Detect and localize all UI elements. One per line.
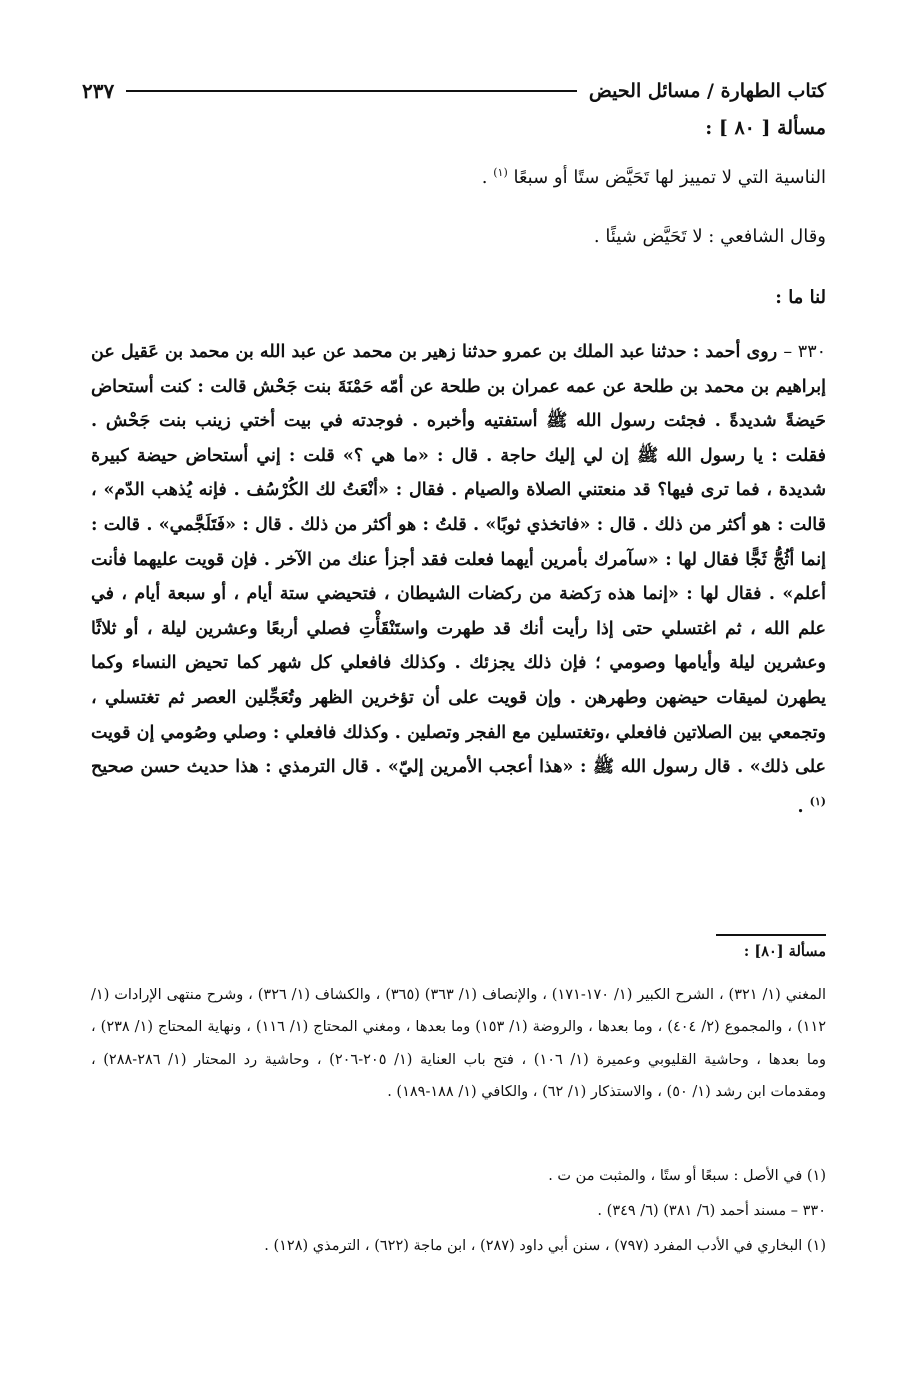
hadith-end: . — [797, 796, 804, 817]
issue-statement — [482, 166, 826, 188]
footnote-ref: (١) — [493, 166, 508, 179]
header-rule — [126, 90, 577, 92]
evidence-intro: لنا ما : — [775, 287, 826, 308]
shafii-opinion: وقال الشافعي : لا تَحَيَّض شيئًا . — [593, 226, 826, 247]
page-number: ٢٣٧ — [82, 79, 115, 103]
footnote-1: (١) في الأصل : سبعًا أو ستًا ، والمثبت من ت . — [548, 1168, 826, 1184]
footnote-heading: مسألة [٨٠] : — [743, 943, 826, 960]
hadith-text: روى أحمد : حدثنا عبد الملك بن عمرو حدثنا زهير بن محمد عن عبد الله بن محمد بن عَقيل عن إبراهيم بن محمد بن طلحة عن عمه عمران بن طلحة عن أمّه حَمْنَةَ بنت جَحْش قالت : كنت أستحاض حَيضةً شديدةً . فجئت رسول الله ﷺ أستفتيه وأخبره . فوجدته في بيت أختي زينب بنت جَحْش . فقلت : يا رسول الله ﷺ إن لي إليك حاجة . قال : «ما هي ؟» قلت : إني أستحاض حيضة كبيرة شديدة ، فما ترى فيها؟ قد منعتني الصلاة والصيام . فقال : «أنْعَتُ لك الكُرْسُف . فإنه يُذهب الدّم» ، قالت : هو أكثر من ذلك . قال : «فاتخذي ثوبًا» . قلتُ : هو أكثر من ذلك . قال : «فَتَلَجَّمي» . قالت : إنما أثُجُّ ثَجًّا فقال لها : «سآمرك بأمرين أيهما فعلت فقد أجزأ عنك من الآخر . فإن قويت عليهما فأنت أعلم» . فقال لها : «إنما هذه رَكضة من ركضات الشيطان ، فتحيضي ستة أيام ، أو سبعة أيام ، في علم الله ، ثم اغتسلي حتى إذا رأيت أنك قد طهرت واستَنْقَأْتِ فصلي أربعًا وعشرين ليلة ، أو ثلاثًا وعشرين ليلة وأيامها وصومي ؛ فإن ذلك يجزئك . وكذلك فافعلي كل شهر كما تحيض النساء وكما يطهرن لميقات حيضهن وطهرهن . وإن قويت على أن تؤخرين الظهر وتُعَجِّلين العصر ثم تغتسلي ، وتجمعي بين الصلاتين فافعلي ،وتغتسلين مع الفجر وتصلين . وكذلك فافعلي : وصلي وصُومي إن قويت على ذلك» . قال رسول الله ﷺ : «هذا أعجب الأمرين إليّ» . قال الترمذي : هذا حديث حسن صحيح — [91, 342, 826, 778]
footnote-references: المغني (١/ ٣٢١) ، الشرح الكبير (١/ ١٧٠-١٧١) ، والإنصاف (١/ ٣٦٣) (٣٦٥) ، والكشاف (١/ ٣٢٦) ، وشرح منتهى الإرادات (١/ ١١٢) ، والمجموع (٢/ ٤٠٤) ، وما بعدها ، والروضة (١/ ١٥٣) وما بعدها ، ومغني المحتاج (١/ ١١٦) ، ونهاية المحتاج (١/ ٢٣٨) ، وما بعدها ، وحاشية القليوبي وعميرة (١/ ١٠٦) ، فتح باب العناية (١/ ٢٠٥-٢٠٦) ، وحاشية رد المحتار (١/ ٢٨٦-٢٨٨) ، ومقدمات ابن رشد (١/ ٥٠) ، والاستذكار (١/ ٦٢) ، والكافي (١/ ١٨٨-١٨٩) . — [91, 987, 827, 1100]
running-header — [82, 72, 826, 110]
footnote-2: (١) البخاري في الأدب المفرد (٧٩٧) ، سنن أبي داود (٢٨٧) ، ابن ماجة (٦٢٢) ، الترمذي (١٢٨) . — [264, 1238, 826, 1254]
hadith-number: ٣٣٠ – — [783, 342, 826, 362]
issue-statement-text: الناسية التي لا تمييز لها تَحَيَّض ستًا أو سبعًا — [513, 167, 826, 188]
hadith-paragraph — [91, 335, 826, 824]
issue-heading: مسألة [ ٨٠ ] : — [705, 117, 826, 139]
footnote-separator — [716, 934, 826, 936]
header-title: كتاب الطهارة / مسائل الحيض — [588, 80, 826, 102]
issue-statement-end: . — [481, 167, 488, 188]
footnote-ref: (١) — [809, 794, 826, 808]
footnote-330: ٣٣٠ – مسند أحمد (٦/ ٣٨١) (٦/ ٣٤٩) . — [597, 1203, 826, 1219]
